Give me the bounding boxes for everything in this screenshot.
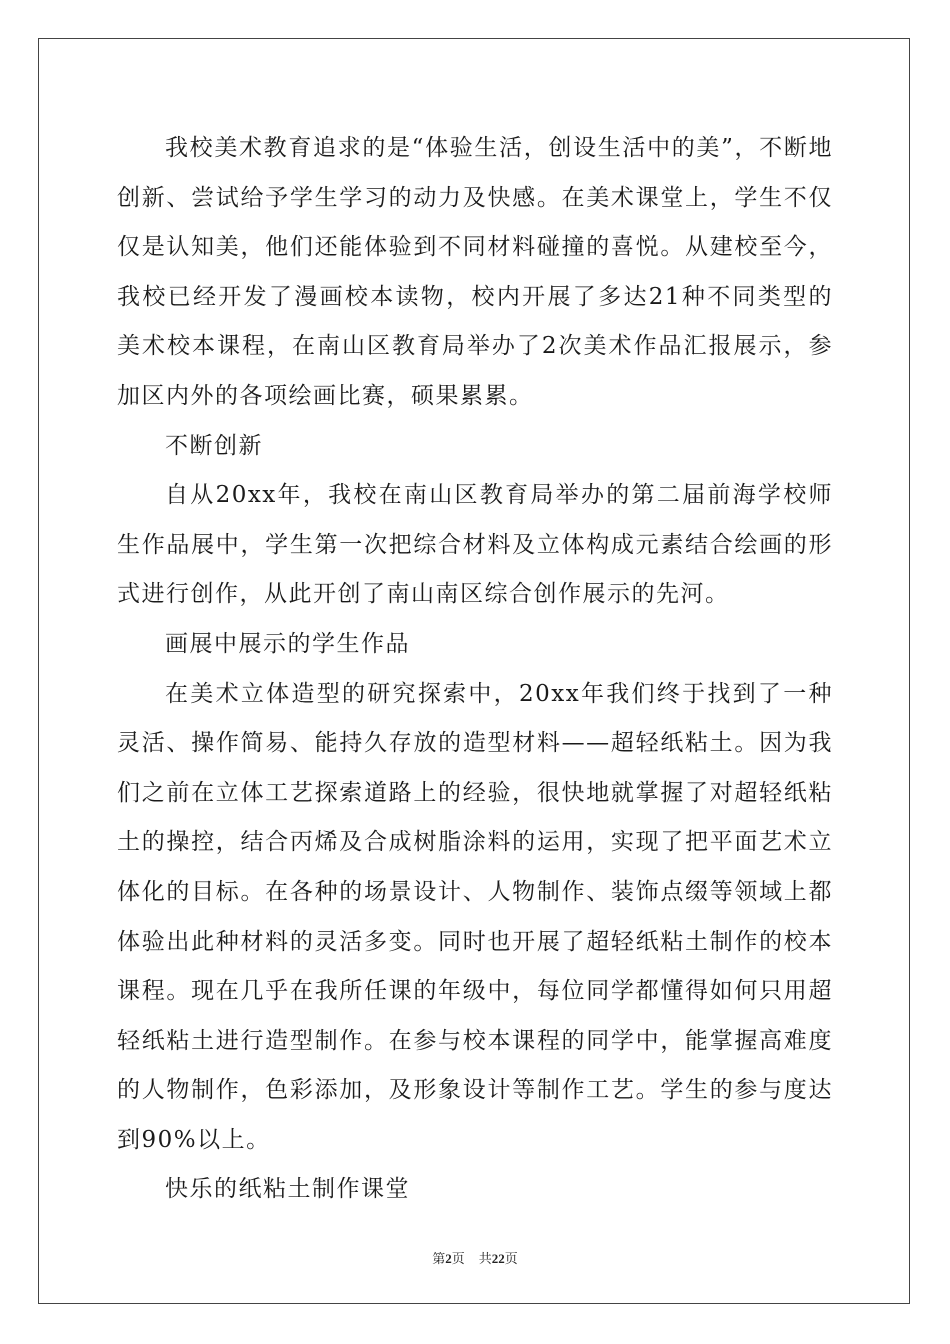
caption-student-works: 画展中展示的学生作品 (165, 630, 410, 657)
page-footer (0, 1248, 950, 1267)
heading-innovation: 不断创新 (165, 432, 263, 459)
caption-clay-class: 快乐的纸粘土制作课堂 (165, 1176, 410, 1203)
paragraph-clay-material: 在美术立体造型的研究探索中，20xx年我们终于找到了一种灵活、操作简易、能持久存放的造型材料——超轻纸粘土。因为我们之前在立体工艺探索道路上的经验，很快地就掌握了对超轻纸粘土的操控，结合丙烯及合成树脂涂料的运用，实现了把平面艺术立体化的目标。在各种的场景设计、人物制作、装饰点缀等领域上都体验出此种材料的灵活多变。同时也开展了超轻纸粘土制作的校本课程。现在几乎在我所任课的年级中，每位同学都懂得如何只用超轻纸粘土进行造型制作。在参与校本课程的同学中，能掌握高难度的人物制作，色彩添加，及形象设计等制作工艺。学生的参与度达到90%以上。 (117, 680, 833, 1153)
page-prefix: 第 (432, 1251, 446, 1266)
paragraph-intro: 我校美术教育追求的是“体验生活，创设生活中的美”，不断地创新、尝试给予学生学习的动力及快感。在美术课堂上，学生不仅仅是认知美，他们还能体验到不同材料碰撞的喜悦。从建校至今，我校已经开发了漫画校本读物，校内开展了多达21种不同类型的美术校本课程，在南山区教育局举办了2次美术作品汇报展示，参加区内外的各项绘画比赛，硕果累累。 (117, 135, 833, 409)
paragraph-exhibition: 自从20xx年，我校在南山区教育局举办的第二届前海学校师生作品展中，学生第一次把综合材料及立体构成元素结合绘画的形式进行创作，从此开创了南山南区综合创作展示的先河。 (117, 482, 833, 608)
total-suffix: 页 (504, 1251, 518, 1266)
total-prefix: 共 (478, 1251, 492, 1266)
page-suffix: 页 (451, 1251, 465, 1266)
page-current: 2 (445, 1251, 452, 1266)
document-body (117, 124, 833, 1215)
page-total: 22 (491, 1251, 505, 1266)
